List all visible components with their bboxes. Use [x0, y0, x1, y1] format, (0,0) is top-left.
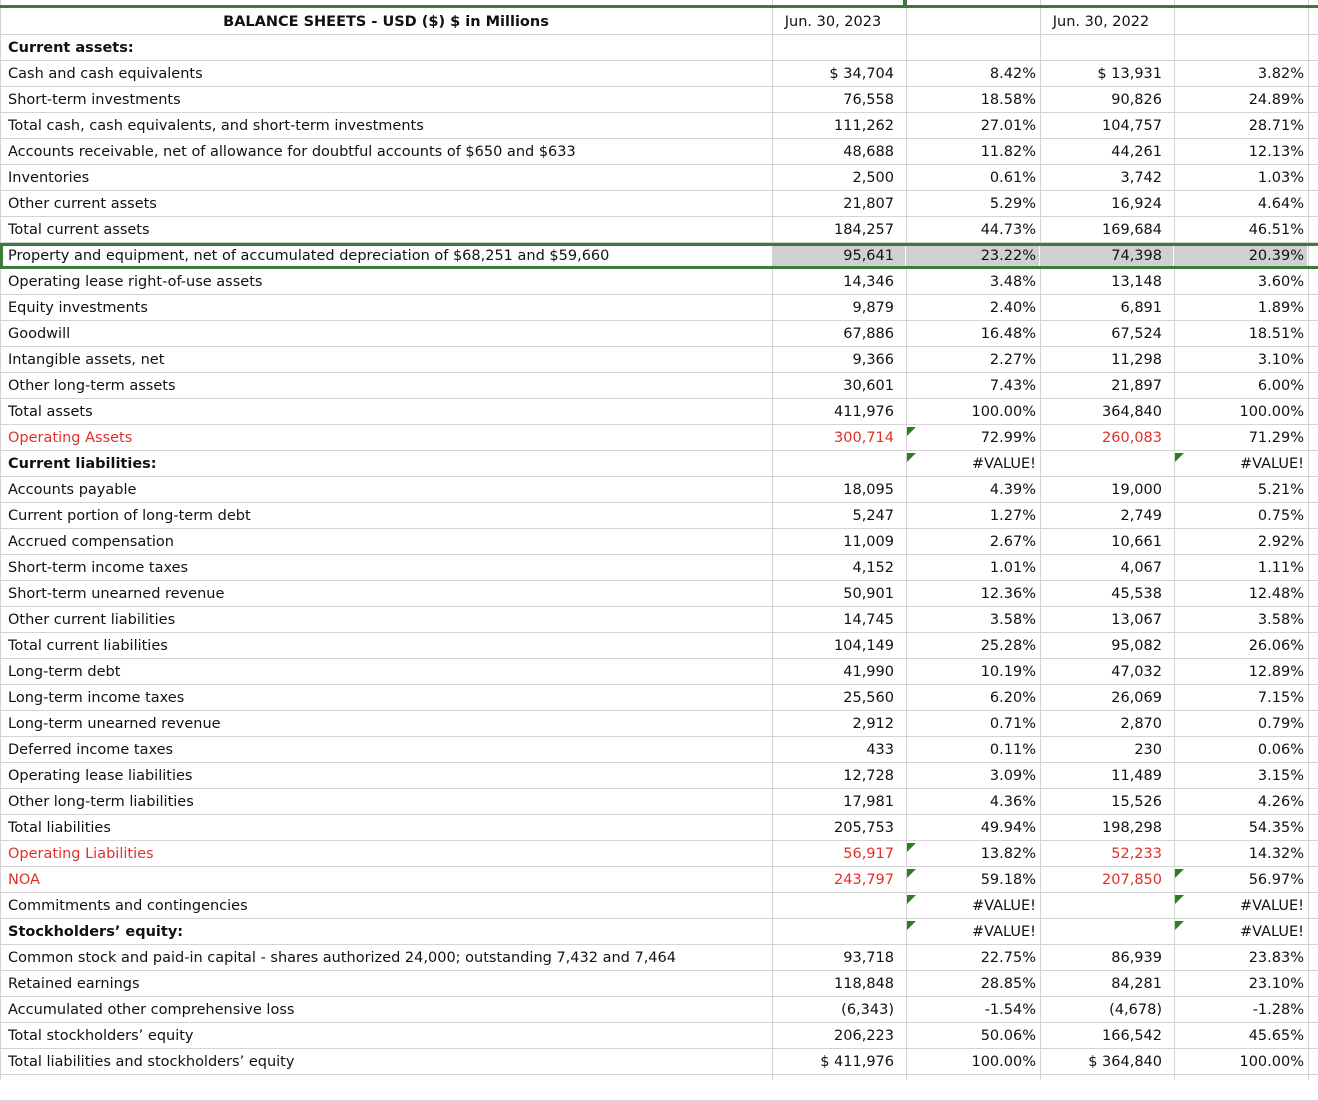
value-cell[interactable]: 7.15%	[1257, 690, 1304, 706]
value-cell[interactable]: 13.82%	[980, 846, 1036, 862]
value-cell[interactable]: #VALUE!	[971, 456, 1036, 472]
value-cell[interactable]: 1.01%	[989, 560, 1036, 576]
value-cell[interactable]: #VALUE!	[1239, 456, 1304, 472]
value-cell[interactable]: -1.28%	[1252, 1002, 1304, 1018]
value-cell[interactable]: 4,152	[852, 560, 894, 576]
row-label-cell[interactable]: Cash and cash equivalents	[8, 66, 203, 82]
row-label-cell[interactable]: Total assets	[8, 404, 93, 420]
row-label-cell[interactable]: Intangible assets, net	[8, 352, 165, 368]
value-cell[interactable]: 30,601	[843, 378, 894, 394]
value-cell[interactable]: 1.27%	[989, 508, 1036, 524]
row-label-cell[interactable]: Property and equipment, net of accumulated depreciation of $68,251 and $59,660	[8, 248, 610, 264]
value-cell[interactable]: 18,095	[843, 482, 894, 498]
value-cell[interactable]: 93,718	[843, 950, 894, 966]
value-cell[interactable]: 44,261	[1111, 144, 1162, 160]
value-cell[interactable]: 5.29%	[989, 196, 1036, 212]
value-cell[interactable]: 3.60%	[1257, 274, 1304, 290]
value-cell[interactable]: 230	[1134, 742, 1162, 758]
value-cell[interactable]: 260,083	[1102, 430, 1162, 446]
value-cell[interactable]: 11,489	[1111, 768, 1162, 784]
value-cell[interactable]: 4.39%	[989, 482, 1036, 498]
value-cell[interactable]: 72.99%	[980, 430, 1036, 446]
table-row	[0, 1049, 1318, 1075]
row-label-cell[interactable]: Total stockholders’ equity	[8, 1028, 194, 1044]
row-label-cell[interactable]: Other long-term liabilities	[8, 794, 194, 810]
row-label-cell[interactable]: Accounts receivable, net of allowance for doubtful accounts of $650 and $633	[8, 144, 576, 160]
value-cell[interactable]: 198,298	[1102, 820, 1162, 836]
value-cell[interactable]: 6,891	[1120, 300, 1162, 316]
table-row	[0, 269, 1318, 295]
value-cell[interactable]: 104,757	[1102, 118, 1162, 134]
value-cell[interactable]: 411,976	[834, 404, 894, 420]
error-indicator-icon[interactable]	[1175, 869, 1184, 878]
value-cell[interactable]: 6.00%	[1257, 378, 1304, 394]
row-label-cell[interactable]: Total current liabilities	[8, 638, 168, 654]
fill-handle-top[interactable]	[903, 0, 907, 8]
value-cell[interactable]: 2,912	[852, 716, 894, 732]
value-cell[interactable]: 17,981	[843, 794, 894, 810]
value-cell[interactable]: 23.83%	[1248, 950, 1304, 966]
table-row	[0, 581, 1318, 607]
value-cell[interactable]: 50,901	[843, 586, 894, 602]
value-cell[interactable]: 3.10%	[1257, 352, 1304, 368]
value-cell[interactable]: 243,797	[834, 872, 894, 888]
value-cell[interactable]: $ 34,704	[829, 66, 894, 82]
value-cell[interactable]	[1040, 893, 1162, 919]
value-cell[interactable]: 23.22%	[980, 248, 1036, 264]
value-cell[interactable]: 3.82%	[1257, 66, 1304, 82]
row-label-cell[interactable]: Stockholders’ equity:	[8, 924, 184, 940]
value-cell[interactable]: 2.40%	[989, 300, 1036, 316]
value-cell[interactable]: 28.71%	[1248, 118, 1304, 134]
value-cell[interactable]: 12,728	[843, 768, 894, 784]
value-cell[interactable]: 2,500	[852, 170, 894, 186]
value-cell[interactable]: 9,366	[852, 352, 894, 368]
value-cell[interactable]: 13,148	[1111, 274, 1162, 290]
value-cell[interactable]: 45,538	[1111, 586, 1162, 602]
value-cell[interactable]: 67,886	[843, 326, 894, 342]
value-cell[interactable]: 205,753	[834, 820, 894, 836]
value-cell[interactable]: 56.97%	[1248, 872, 1304, 888]
value-cell[interactable]: 1.89%	[1257, 300, 1304, 316]
value-cell[interactable]: -1.54%	[984, 1002, 1036, 1018]
table-row	[0, 113, 1318, 139]
value-cell[interactable]: 10.19%	[980, 664, 1036, 680]
value-cell[interactable]: 13,067	[1111, 612, 1162, 628]
table-row	[0, 477, 1318, 503]
value-cell[interactable]: 6.20%	[989, 690, 1036, 706]
value-cell[interactable]	[772, 451, 894, 477]
row-label-cell[interactable]: Accumulated other comprehensive loss	[8, 1002, 295, 1018]
value-cell[interactable]: 1.11%	[1257, 560, 1304, 576]
value-cell[interactable]: 12.89%	[1248, 664, 1304, 680]
row-label-cell[interactable]: Other current assets	[8, 196, 157, 212]
value-cell[interactable]: 48,688	[843, 144, 894, 160]
value-cell[interactable]: 25.28%	[980, 638, 1036, 654]
row-label-cell[interactable]: Long-term unearned revenue	[8, 716, 221, 732]
value-cell[interactable]: 2.67%	[989, 534, 1036, 550]
value-cell[interactable]: 26.06%	[1248, 638, 1304, 654]
value-cell[interactable]: 100.00%	[1239, 404, 1304, 420]
table-row	[0, 919, 1318, 945]
value-cell[interactable]: 41,990	[843, 664, 894, 680]
value-cell[interactable]: 12.36%	[980, 586, 1036, 602]
row-label-cell[interactable]: Short-term unearned revenue	[8, 586, 225, 602]
value-cell[interactable]: 47,032	[1111, 664, 1162, 680]
value-cell[interactable]: 54.35%	[1248, 820, 1304, 836]
row-label-cell[interactable]: Short-term income taxes	[8, 560, 189, 576]
row-label-cell[interactable]: Accounts payable	[8, 482, 137, 498]
value-cell[interactable]: 0.79%	[1257, 716, 1304, 732]
table-row	[0, 399, 1318, 425]
error-indicator-icon[interactable]	[907, 921, 916, 930]
value-cell[interactable]: 12.13%	[1248, 144, 1304, 160]
error-indicator-icon[interactable]	[1175, 895, 1184, 904]
row-label-cell[interactable]: Long-term debt	[8, 664, 121, 680]
value-cell[interactable]: 56,917	[843, 846, 894, 862]
value-cell[interactable]: 23.10%	[1248, 976, 1304, 992]
value-cell[interactable]: 27.01%	[980, 118, 1036, 134]
value-cell[interactable]: 11.82%	[980, 144, 1036, 160]
value-cell[interactable]: 67,524	[1111, 326, 1162, 342]
value-cell[interactable]: 44.73%	[980, 222, 1036, 238]
error-indicator-icon[interactable]	[1175, 453, 1184, 462]
error-indicator-icon[interactable]	[907, 453, 916, 462]
row-label-cell[interactable]: Common stock and paid-in capital - shares authorized 24,000; outstanding 7,432 and 7,464	[8, 950, 676, 966]
value-cell[interactable]: 71.29%	[1248, 430, 1304, 446]
value-cell[interactable]: 2,870	[1120, 716, 1162, 732]
row-label-cell[interactable]: Operating lease right-of-use assets	[8, 274, 263, 290]
value-cell[interactable]: 52,233	[1111, 846, 1162, 862]
table-row	[0, 451, 1318, 477]
row-label-cell[interactable]: Total liabilities and stockholders’ equity	[8, 1054, 295, 1070]
value-cell[interactable]	[1040, 919, 1162, 945]
value-cell[interactable]: 95,641	[843, 248, 894, 264]
value-cell[interactable]: 10,661	[1111, 534, 1162, 550]
value-cell[interactable]: 84,281	[1111, 976, 1162, 992]
value-cell[interactable]: 3.48%	[989, 274, 1036, 290]
value-cell[interactable]: 14,346	[843, 274, 894, 290]
value-cell[interactable]	[1040, 451, 1162, 477]
value-cell[interactable]: 3,742	[1120, 170, 1162, 186]
value-cell[interactable]: 3.58%	[1257, 612, 1304, 628]
value-cell[interactable]: 100.00%	[971, 404, 1036, 420]
row-label-cell[interactable]: Deferred income taxes	[8, 742, 174, 758]
table-row	[0, 165, 1318, 191]
value-cell[interactable]: 26,069	[1111, 690, 1162, 706]
column-header-2022[interactable]: Jun. 30, 2022	[1052, 14, 1150, 30]
value-cell[interactable]: 100.00%	[1239, 1054, 1304, 1070]
table-row	[0, 841, 1318, 867]
value-cell[interactable]: 74,398	[1111, 248, 1162, 264]
value-cell[interactable]: 95,082	[1111, 638, 1162, 654]
table-row	[0, 633, 1318, 659]
value-cell[interactable]: 50.06%	[980, 1028, 1036, 1044]
table-row	[0, 243, 1318, 269]
value-cell[interactable]: #VALUE!	[971, 898, 1036, 914]
row-label-cell[interactable]: Equity investments	[8, 300, 148, 316]
table-row	[0, 373, 1318, 399]
value-cell[interactable]	[906, 35, 1036, 61]
value-cell[interactable]: 1.03%	[1257, 170, 1304, 186]
row-label-cell[interactable]: Other long-term assets	[8, 378, 176, 394]
value-cell[interactable]: 18.58%	[980, 92, 1036, 108]
value-cell[interactable]: 118,848	[834, 976, 894, 992]
value-cell[interactable]: 86,939	[1111, 950, 1162, 966]
row-label-cell[interactable]: Goodwill	[8, 326, 71, 342]
value-cell[interactable]: 0.11%	[989, 742, 1036, 758]
row-label-cell[interactable]: Operating Liabilities	[8, 846, 154, 862]
value-cell[interactable]: 15,526	[1111, 794, 1162, 810]
selection-top-border	[0, 5, 1318, 8]
value-cell[interactable]: 184,257	[834, 222, 894, 238]
value-cell[interactable]: 0.61%	[989, 170, 1036, 186]
value-cell[interactable]: 25,560	[843, 690, 894, 706]
table-row	[0, 945, 1318, 971]
row-label-cell[interactable]: Operating Assets	[8, 430, 133, 446]
value-cell[interactable]: (6,343)	[841, 1002, 894, 1018]
table-row	[0, 867, 1318, 893]
row-label-cell[interactable]: Total current assets	[8, 222, 150, 238]
value-cell[interactable]: 14,745	[843, 612, 894, 628]
row-label-cell[interactable]: Commitments and contingencies	[8, 898, 248, 914]
value-cell[interactable]: (4,678)	[1109, 1002, 1162, 1018]
value-cell[interactable]: 2,749	[1120, 508, 1162, 524]
value-cell[interactable]: 0.75%	[1257, 508, 1304, 524]
table-row	[0, 763, 1318, 789]
value-cell[interactable]: 364,840	[1102, 404, 1162, 420]
value-cell[interactable]: 206,223	[834, 1028, 894, 1044]
header-row	[0, 9, 1318, 35]
value-cell[interactable]: 5,247	[852, 508, 894, 524]
value-cell[interactable]: 4.36%	[989, 794, 1036, 810]
value-cell[interactable]: #VALUE!	[1239, 898, 1304, 914]
table-row	[0, 321, 1318, 347]
value-cell[interactable]	[772, 893, 894, 919]
value-cell[interactable]: 3.58%	[989, 612, 1036, 628]
value-cell[interactable]: 7.43%	[989, 378, 1036, 394]
table-row	[0, 607, 1318, 633]
value-cell[interactable]: 22.75%	[980, 950, 1036, 966]
value-cell[interactable]: 9,879	[852, 300, 894, 316]
error-indicator-icon[interactable]	[907, 869, 916, 878]
value-cell[interactable]: 8.42%	[989, 66, 1036, 82]
error-indicator-icon[interactable]	[907, 427, 916, 436]
table-row	[0, 685, 1318, 711]
table-row	[0, 997, 1318, 1023]
value-cell[interactable]: 20.39%	[1248, 248, 1304, 264]
value-cell[interactable]: 3.15%	[1257, 768, 1304, 784]
value-cell[interactable]: 2.92%	[1257, 534, 1304, 550]
table-row	[0, 139, 1318, 165]
value-cell[interactable]: 28.85%	[980, 976, 1036, 992]
value-cell[interactable]	[1040, 35, 1162, 61]
value-cell[interactable]	[772, 35, 894, 61]
value-cell[interactable]: 166,542	[1102, 1028, 1162, 1044]
value-cell[interactable]	[772, 919, 894, 945]
error-indicator-icon[interactable]	[1175, 921, 1184, 930]
value-cell[interactable]: 18.51%	[1248, 326, 1304, 342]
row-label-cell[interactable]: Long-term income taxes	[8, 690, 185, 706]
value-cell[interactable]: 111,262	[834, 118, 894, 134]
value-cell[interactable]: 24.89%	[1248, 92, 1304, 108]
table-row	[0, 61, 1318, 87]
row-label-cell[interactable]: Accrued compensation	[8, 534, 174, 550]
table-row	[0, 971, 1318, 997]
value-cell[interactable]: $ 411,976	[820, 1054, 894, 1070]
value-cell[interactable]: 11,009	[843, 534, 894, 550]
table-row	[0, 893, 1318, 919]
error-indicator-icon[interactable]	[907, 843, 916, 852]
table-row	[0, 191, 1318, 217]
table-row	[0, 659, 1318, 685]
row-label-cell[interactable]: Retained earnings	[8, 976, 140, 992]
value-cell[interactable]: 59.18%	[980, 872, 1036, 888]
value-cell[interactable]: $ 13,931	[1097, 66, 1162, 82]
table-row	[0, 737, 1318, 763]
row-label-cell[interactable]: Total cash, cash equivalents, and short-term investments	[8, 118, 424, 134]
row-label-cell[interactable]: Other current liabilities	[8, 612, 176, 628]
table-row	[0, 789, 1318, 815]
value-cell[interactable]: 14.32%	[1248, 846, 1304, 862]
value-cell[interactable]: 0.06%	[1257, 742, 1304, 758]
value-cell[interactable]: 45.65%	[1248, 1028, 1304, 1044]
value-cell[interactable]: 2.27%	[989, 352, 1036, 368]
value-cell[interactable]: 4.26%	[1257, 794, 1304, 810]
table-row	[0, 425, 1318, 451]
value-cell[interactable]: 4.64%	[1257, 196, 1304, 212]
value-cell[interactable]: 5.21%	[1257, 482, 1304, 498]
table-row	[0, 217, 1318, 243]
table-row	[0, 295, 1318, 321]
value-cell[interactable]: #VALUE!	[1239, 924, 1304, 940]
row-label-cell[interactable]: Total liabilities	[8, 820, 111, 836]
error-indicator-icon[interactable]	[907, 895, 916, 904]
table-row	[0, 35, 1318, 61]
table-row	[0, 347, 1318, 373]
value-cell[interactable]: 46.51%	[1248, 222, 1304, 238]
row-label-cell[interactable]: Inventories	[8, 170, 90, 186]
value-cell[interactable]: 300,714	[834, 430, 894, 446]
sheet-title[interactable]: BALANCE SHEETS - USD ($) $ in Millions	[223, 14, 549, 30]
value-cell[interactable]: 90,826	[1111, 92, 1162, 108]
value-cell[interactable]: $ 364,840	[1088, 1054, 1162, 1070]
value-cell[interactable]: 12.48%	[1248, 586, 1304, 602]
table-row	[0, 503, 1318, 529]
value-cell[interactable]: 11,298	[1111, 352, 1162, 368]
row-label-cell[interactable]: Current liabilities:	[8, 456, 157, 472]
table-row	[0, 1023, 1318, 1049]
value-cell[interactable]: 16.48%	[980, 326, 1036, 342]
value-cell[interactable]: 207,850	[1102, 872, 1162, 888]
value-cell[interactable]: 100.00%	[971, 1054, 1036, 1070]
row-label-cell[interactable]: Short-term investments	[8, 92, 181, 108]
table-row	[0, 711, 1318, 737]
column-header-2023[interactable]: Jun. 30, 2023	[784, 14, 882, 30]
value-cell[interactable]: 4,067	[1120, 560, 1162, 576]
value-cell[interactable]: 169,684	[1102, 222, 1162, 238]
value-cell[interactable]: #VALUE!	[971, 924, 1036, 940]
row-label-cell[interactable]: Operating lease liabilities	[8, 768, 193, 784]
value-cell[interactable]	[1174, 35, 1304, 61]
value-cell[interactable]: 21,897	[1111, 378, 1162, 394]
value-cell[interactable]: 104,149	[834, 638, 894, 654]
table-row	[0, 87, 1318, 113]
value-cell[interactable]: 0.71%	[989, 716, 1036, 732]
value-cell[interactable]: 19,000	[1111, 482, 1162, 498]
row-label-cell[interactable]: Current assets:	[8, 40, 134, 56]
value-cell[interactable]: 76,558	[843, 92, 894, 108]
value-cell[interactable]: 49.94%	[980, 820, 1036, 836]
row-label-cell[interactable]: NOA	[8, 872, 40, 888]
value-cell[interactable]: 16,924	[1111, 196, 1162, 212]
table-row	[0, 555, 1318, 581]
table-row	[0, 529, 1318, 555]
value-cell[interactable]: 3.09%	[989, 768, 1036, 784]
row-label-cell[interactable]: Current portion of long-term debt	[8, 508, 251, 524]
value-cell[interactable]: 21,807	[843, 196, 894, 212]
table-row	[0, 815, 1318, 841]
value-cell[interactable]: 433	[866, 742, 894, 758]
